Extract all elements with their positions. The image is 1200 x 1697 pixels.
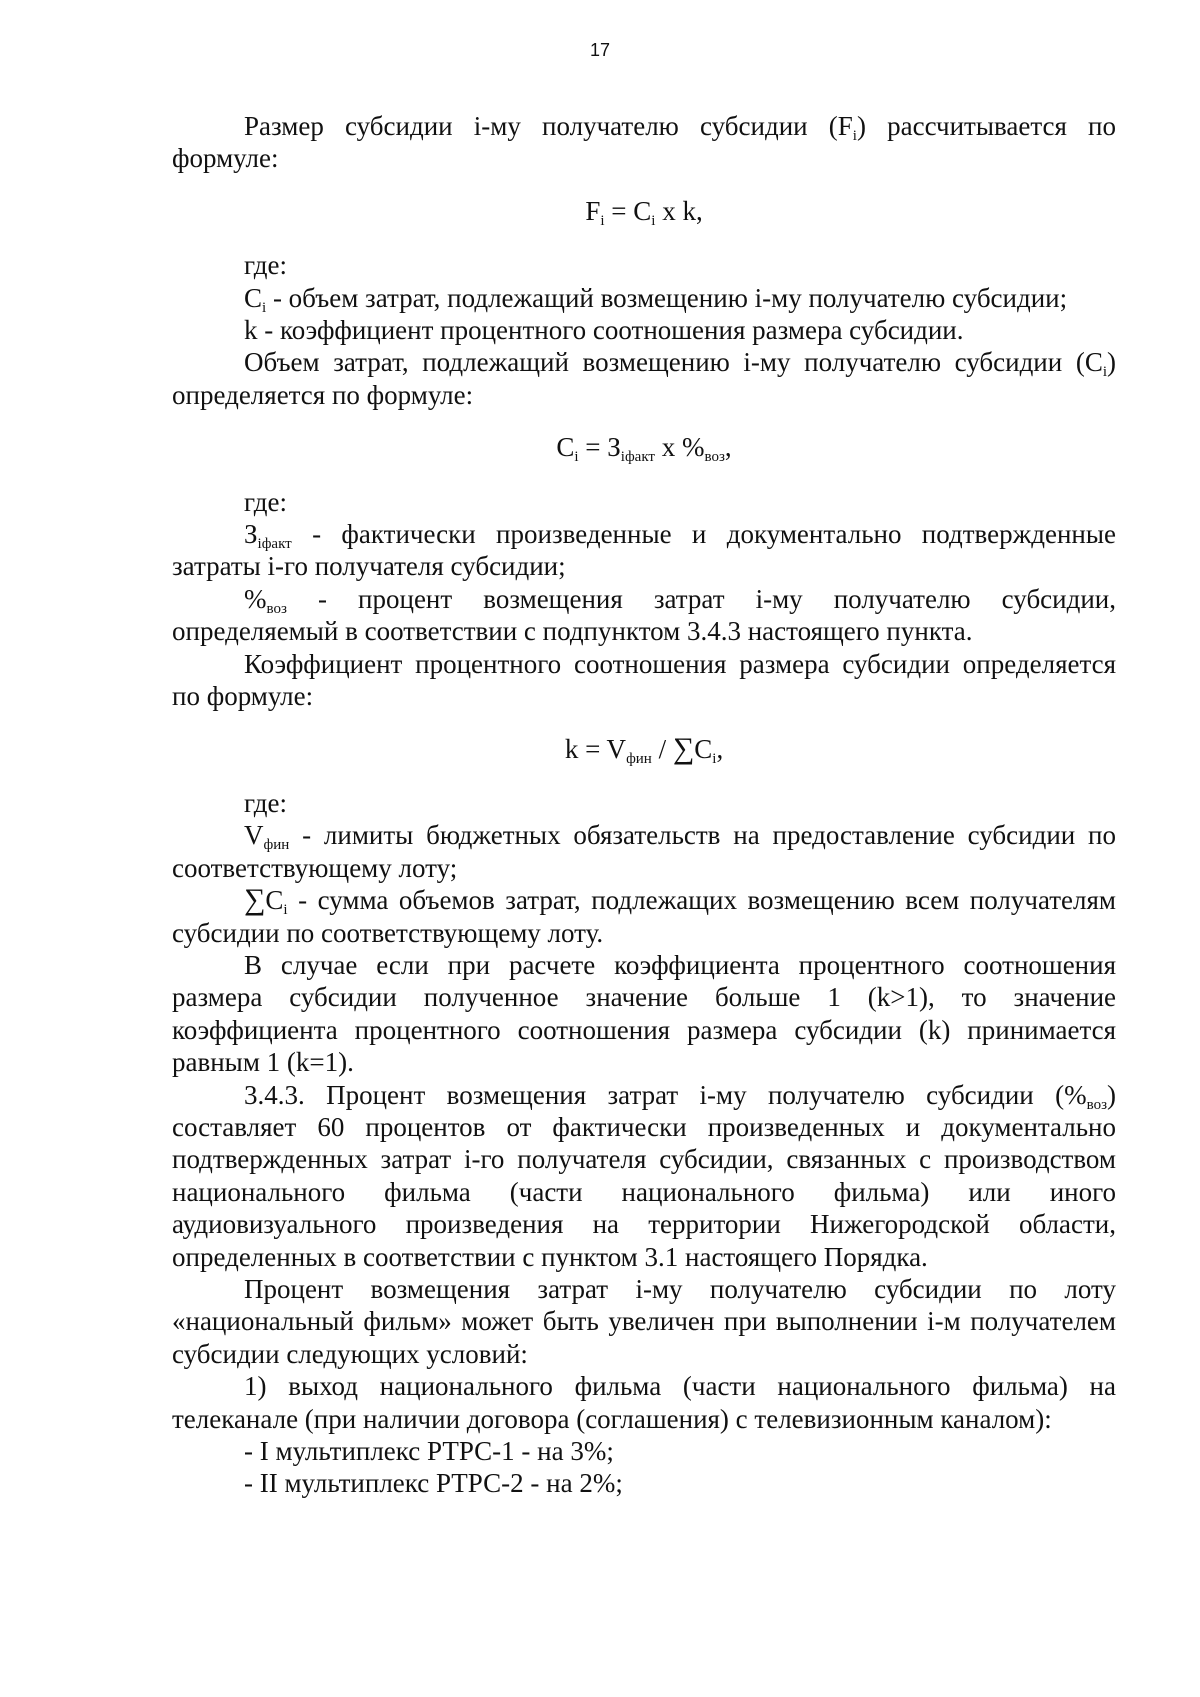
text-run: - процент возмещения затрат i-му получателю субсидии, определяемый в соответствии с подпунктом 3.4.3 настоящего пункта. — [172, 583, 1116, 647]
paragraph-condition-1: 1) выход национального фильма (части национального фильма) на телеканале (при наличии договора (соглашения) с телевизионным каналом): — [172, 1371, 1116, 1434]
formula-text: / — [651, 733, 673, 764]
text-run: - фактически произведенные и документально подтвержденные затраты i-го получателя субсидии; — [172, 519, 1116, 582]
paragraph-coefficient-limit: В случае если при расчете коэффициента процентного соотношения размера субсидии полученное значение больше 1 (k>1), то значение коэффициента процентного соотношения размера субсидии (k) принимается равным 1 (k=1). — [172, 949, 1116, 1078]
formula-text: x k, — [655, 195, 703, 226]
where-label: где: — [244, 486, 287, 517]
subscript: iфакт — [257, 536, 292, 553]
subscript: iфакт — [620, 449, 655, 466]
definition-ci — [172, 282, 1116, 314]
document-body — [172, 110, 1116, 1500]
where-label: где: — [244, 787, 287, 818]
where-label: где: — [244, 250, 287, 281]
definition-v-fin — [172, 819, 1116, 884]
paragraph-3-4-3 — [172, 1079, 1116, 1273]
subscript: i — [262, 299, 267, 316]
formula-text: k = V — [564, 733, 627, 764]
text-run: Объем затрат, подлежащий возмещению i-му получателю субсидии (C — [244, 347, 1103, 378]
formula-text: x % — [655, 432, 705, 463]
page-number: 17 — [589, 40, 611, 60]
subscript: i — [283, 902, 288, 919]
formula-subsidy — [172, 195, 1116, 227]
text-run: З — [244, 519, 258, 550]
text-run: - объем затрат, подлежащий возмещению i-му получателю субсидии; — [266, 282, 1068, 313]
text-run: V — [244, 820, 264, 851]
subscript: i — [574, 449, 579, 466]
subscript: i — [852, 128, 857, 144]
list-item: - II мультиплекс РТРС-2 - на 2%; — [244, 1468, 623, 1499]
paragraph-subsidy-size — [172, 110, 1116, 175]
subscript: фин — [263, 837, 290, 854]
formula-cost-volume — [172, 431, 1116, 466]
subscript: воз — [266, 600, 287, 617]
formula-text: C — [694, 733, 713, 764]
definition-sum-ci — [172, 884, 1116, 949]
text-run: ) рассчитывается по формуле: — [172, 111, 1116, 174]
formula-text: , — [724, 432, 732, 463]
text-run: C — [244, 282, 263, 313]
text-run: % — [244, 583, 267, 614]
subscript: воз — [1086, 1096, 1107, 1113]
list-item: - I мультиплекс РТРС-1 - на 3%; — [244, 1436, 614, 1467]
text-run: - лимиты бюджетных обязательств на предоставление субсидии по соответствующему лоту; — [172, 820, 1116, 883]
subscript: i — [712, 750, 717, 767]
subscript: i — [1102, 364, 1107, 381]
text-run: C — [265, 885, 284, 916]
text-run: ) определяется по формуле: — [172, 347, 1116, 410]
sum-symbol: ∑ — [244, 883, 266, 917]
definition-z-fact — [172, 518, 1116, 583]
formula-coefficient — [172, 733, 1116, 765]
definition-k: k - коэффициент процентного соотношения размера субсидии. — [244, 315, 964, 346]
formula-text: F — [585, 195, 601, 226]
formula-text: = З — [578, 432, 621, 463]
text-run: - сумма объемов затрат, подлежащих возмещению всем получателям субсидии по соответствующему лоту. — [172, 885, 1116, 948]
paragraph-cost-volume — [172, 346, 1116, 411]
definition-percent-voz — [172, 583, 1116, 648]
text-run: ) составляет 60 процентов от фактически произведенных и документально подтвержденных затрат i-го получателя субсидии, связанных с производством национального фильма (части национального фильма) или иного аудиовизуального произведения на территории Нижегородской области, определенных в соответствии с пунктом 3.1 настоящего Порядка. — [172, 1079, 1116, 1272]
text-run: 3.4.3. Процент возмещения затрат i-му получателю субсидии (% — [244, 1079, 1087, 1110]
subscript: i — [651, 212, 656, 229]
text-run: Размер субсидии i-му получателю субсидии (F — [244, 111, 853, 141]
subscript: воз — [704, 449, 725, 466]
subscript: i — [600, 212, 605, 229]
subscript: фин — [626, 750, 652, 767]
formula-text: C — [556, 432, 575, 463]
formula-text: = C — [604, 195, 652, 226]
sum-symbol: ∑ — [672, 731, 695, 765]
paragraph-increase-conditions: Процент возмещения затрат i-му получателю субсидии по лоту «национальный фильм» может быть увеличен при выполнении i-м получателем субсидии следующих условий: — [172, 1274, 1116, 1369]
paragraph-coefficient: Коэффициент процентного соотношения размера субсидии определяется по формуле: — [172, 648, 1116, 712]
formula-text: , — [716, 733, 724, 764]
